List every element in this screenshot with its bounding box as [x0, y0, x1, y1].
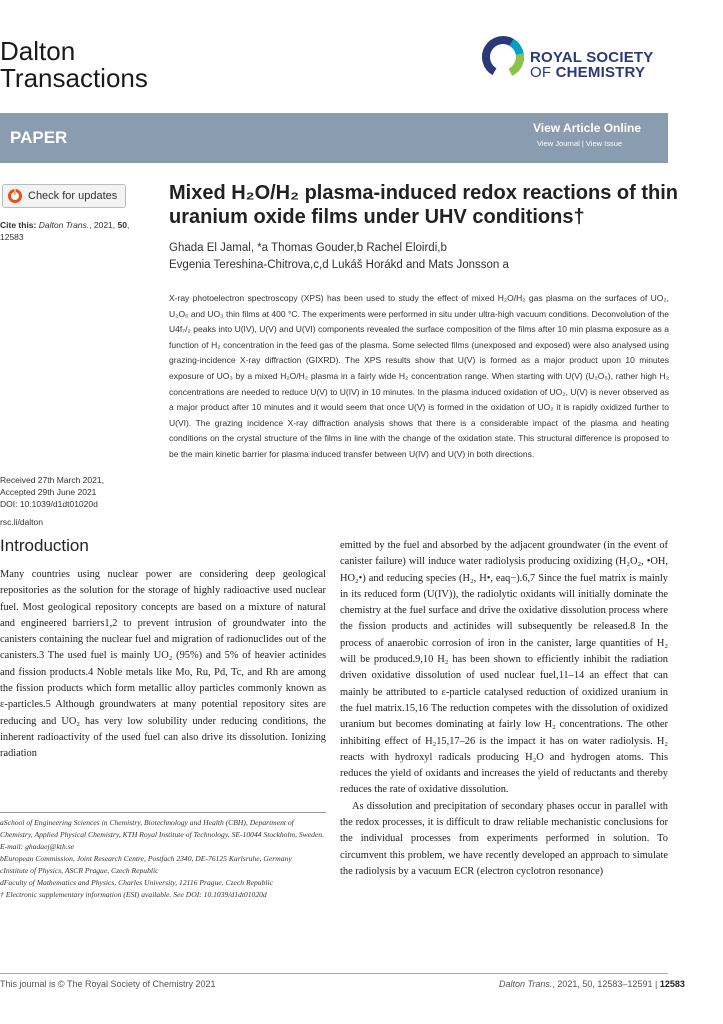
check-for-updates-button[interactable]	[2, 184, 126, 208]
footnote-affiliation-b: bEuropean Commission, Joint Research Centre, Postfach 2340, DE-76125 Karlsruhe, Germany	[0, 854, 292, 863]
footer-divider	[0, 973, 668, 974]
intro-paragraph: Many countries using nuclear power are considering deep geological repositories as the solution for the storage of highly radioactive used nuclear fuel. Most geological repository concepts are based on a mixture of natural and engineered barriers1,2 to prevent intrusion of groundwater into the canisters containing the nuclear fuel and migration of radionuclides out of the canisters.3 The used fuel is mainly UO₂ (95%) and 5% of heavier actinides and fission products.4 Noble metals like Mo, Ru, Pd, Tc, and Rh are among the fission products which form metallic alloy particles commonly known as ε-particles.5 Although groundwaters at many potential repository sites are reducing and UO₂ has very low solubility under reducing conditions, the inherent radioactivity of the used fuel can also drive its dissolution. Ionizing radiation	[0, 569, 326, 760]
footnote-divider	[0, 812, 326, 813]
publisher-line1: ROYAL SOCIETY	[530, 49, 654, 66]
citation-block	[0, 219, 150, 243]
page-number: 12583	[659, 979, 685, 989]
cite-pages: , 12583	[0, 220, 130, 242]
accepted-date: Accepted 29th June 2021	[0, 487, 97, 497]
publisher-name	[530, 50, 653, 80]
abstract: X-ray photoelectron spectroscopy (XPS) has been used to study the effect of mixed H₂O/H₂ gas plasma on the surfaces of UO₂, U₂O₅ and UO₃ thin films at 400 °C. The experiments were performed in situ under ultra-high vacuum conditions. Deconvolution of the U4f₇/₂ peaks into U(IV), U(V) and U(VI) components revealed the surface composition of the films after 10 min plasma exposure as a function of H₂ concentration in the feed gas of the plasma. Some selected films (unexposed and exposed) were also analysed using grazing-incidence X-ray diffraction (GIXRD). The XPS results show that U(V) is formed as a major product upon 10 minutes exposure of UO₃ by a mixed H₂O/H₂ plasma in a fairly wide H₂ concentration range. When starting with U(V) (U₂O₅), rather high H₂ concentrations are needed to reduce U(V) to U(IV) in 10 minutes. In the plasma induced oxidation of UO₂, U(V) is never observed as a major product after 10 minutes and it would seem that once U(V) is formed in the oxidation of UO₂ it is rapidly oxidized further to U(VI). The grazing incidence X-ray diffraction analysis shows that there is a considerable impact of the plasma and heating conditions on the crystal structure of the films in line with the change of the oxidation state. This structural difference is proposed to be the main kinetic barrier for plasma induced transfer between U(IV) and U(V) in both directions.	[169, 293, 669, 459]
doi-link[interactable]: DOI: 10.1039/d1dt01020d	[0, 499, 98, 509]
authors-line2: Evgenia Tereshina-Chitrova,c,d Lukáš Horákd and Mats Jonsson a	[169, 259, 509, 271]
cite-journal: Dalton Trans.	[38, 220, 90, 230]
journal-name	[0, 38, 148, 92]
cite-volume: 50	[117, 220, 127, 230]
footnotes	[0, 817, 326, 901]
footnote-affiliation-d: dFaculty of Mathematics and Physics, Charles University, 12116 Prague, Czech Republic	[0, 878, 273, 887]
article-title: Mixed H₂O/H₂ plasma-induced redox reactions of thin uranium oxide films under UHV conditions†	[169, 182, 678, 228]
received-date: Received 27th March 2021,	[0, 475, 104, 485]
article-history	[0, 474, 150, 528]
footer-citation	[499, 979, 685, 989]
footnote-affiliation-a: aSchool of Engineering Sciences in Chemistry, Biotechnology and Health (CBH), Department of Chemistry, Applied Physical Chemistry, KTH Royal Institute of Technology, SE-10044 Stockholm, Sweden. E-mail: ghadaej@kth.se	[0, 818, 324, 851]
publisher-line2-bold: CHEMISTRY	[555, 64, 646, 81]
journal-url[interactable]: rsc.li/dalton	[0, 517, 43, 527]
footer-journal: Dalton Trans.	[499, 979, 553, 989]
footer-volume-pages: , 2021, 50, 12583–12591 |	[552, 979, 658, 989]
cite-year: , 2021,	[89, 220, 118, 230]
footnote-affiliation-c: cInstitute of Physics, ASCR Prague, Czech Republic	[0, 866, 159, 875]
footnote-esi: † Electronic supplementary information (ESI) available. See DOI: 10.1039/d1dt01020d	[0, 890, 267, 899]
check-updates-icon	[7, 188, 23, 204]
intro-left-column	[0, 567, 326, 763]
intro-right-column	[340, 538, 668, 880]
section-heading: Introduction	[0, 536, 89, 555]
article-type: PAPER	[10, 128, 68, 147]
view-article-online-link[interactable]: View Article Online	[533, 121, 642, 135]
rsc-logo-icon	[481, 35, 525, 79]
check-updates-label: Check for updates	[28, 190, 118, 202]
author-list	[169, 240, 649, 274]
cite-label: Cite this:	[0, 220, 37, 230]
publisher-line2-prefix: OF	[530, 64, 552, 81]
footer-copyright: This journal is © The Royal Society of Chemistry 2021	[0, 979, 216, 989]
intro-paragraph: As dissolution and precipitation of secondary phases occur in parallel with the redox processes, it is difficult to draw reliable mechanistic conclusions for the individual processes from experiments performed in solution. To circumvent this problem, we have recently developed an approach to simulate the radiolysis by a vacuum ECR (electron cyclotron resonance)	[340, 800, 668, 877]
view-journal-issue-links[interactable]: View Journal | View Issue	[537, 139, 623, 148]
authors-line1: Ghada El Jamal, *a Thomas Gouder,b Rachel Eloirdi,b	[169, 242, 447, 254]
journal-name-line1: Dalton	[0, 36, 76, 66]
intro-paragraph: emitted by the fuel and absorbed by the adjacent groundwater (in the event of canister failure) will induce water radiolysis producing oxidizing (H₂O₂, •OH, HO₂•) and reducing species (H₂, H•, eaq−).6,7 Since the fuel matrix is mainly in its reduced form (U(IV)), the radiolytic oxidants will initially dominate the chemistry at the fuel surface and drive the oxidative dissolution process where the fission products and actinides will subsequently be released.8 In the process of anaerobic corrosion of iron in the canister, large quantities of H₂ will be produced.9,10 H₂ has been shown to efficiently inhibit the radiation driven oxidative dissolution of used nuclear fuel,11–14 an effect that can mainly be attributed to ε-particle catalysed reduction of oxidized uranium in the fuel matrix.15,16 The reduction competes with the dissolution of oxidized uranium but becomes dominating at fairly low H₂ concentrations. The other inhibiting effect of H₂15,17–26 is the impact it has on water radiolysis. H₂ reacts with hydroxyl radicals producing H₂O and hydrogen atoms. This reduces the yield of oxidants and increases the yield of reductants and thereby reduces the rate of oxidative dissolution.	[340, 540, 668, 796]
journal-name-line2: Transactions	[0, 63, 148, 93]
